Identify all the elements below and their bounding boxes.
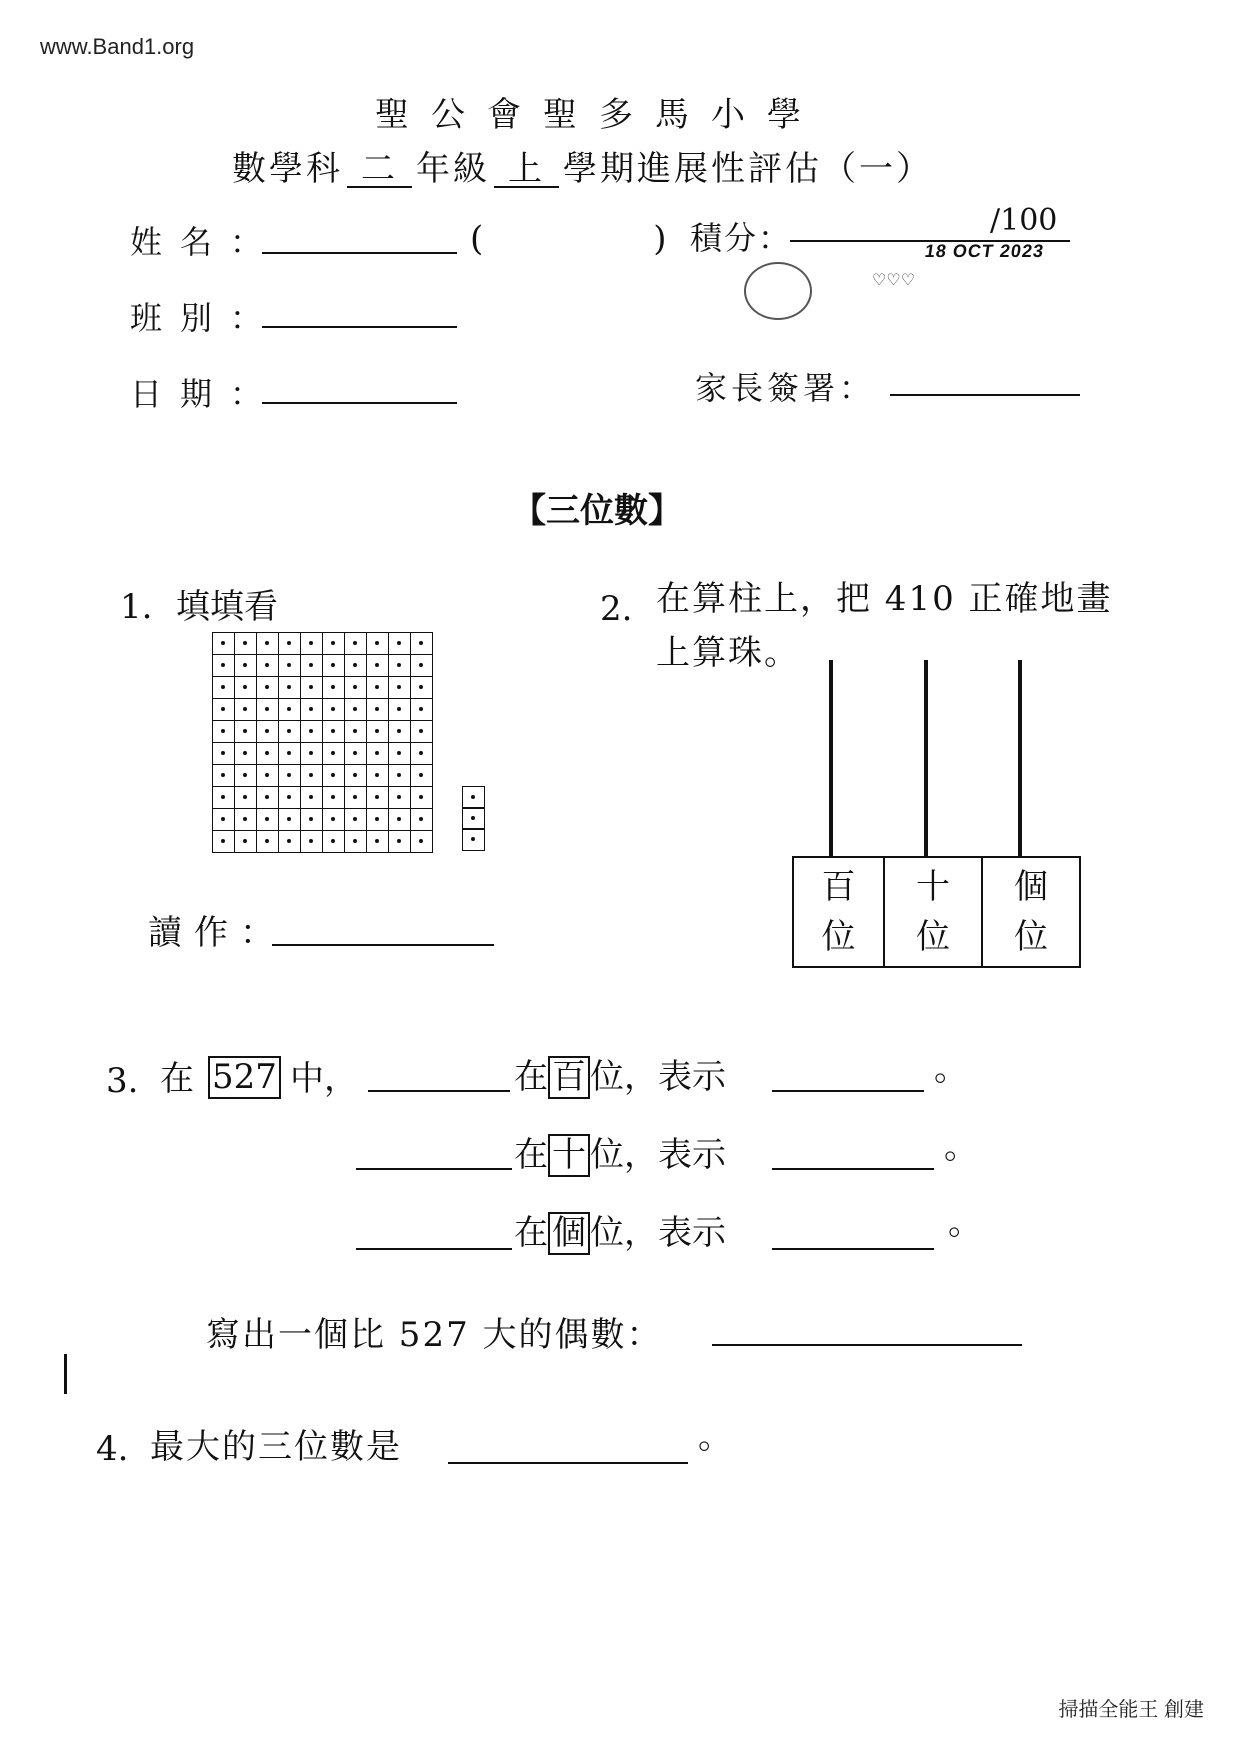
q3-hundreds-digit-line[interactable] — [368, 1090, 510, 1092]
at-hundreds: 在 — [514, 1057, 548, 1097]
hundred-block-cell — [410, 764, 433, 787]
hundred-block-cell — [344, 742, 367, 765]
q3-even-number-text: 寫出一個比 527 大的偶數： — [206, 1315, 663, 1355]
hundred-block-cell — [256, 654, 279, 677]
hundred-block-cell — [388, 786, 411, 809]
hundred-block-cell — [212, 808, 235, 831]
hundred-block-cell — [366, 698, 389, 721]
hundred-block-cell — [410, 698, 433, 721]
school-name: 聖公會聖多馬小學 — [375, 95, 823, 135]
q1-text: 填填看 — [176, 587, 278, 627]
q2-number: 2. — [600, 589, 633, 629]
class-label: 班別： — [130, 299, 281, 337]
abacus-column-hundreds — [792, 856, 885, 968]
footer-credit: 掃描全能王 創建 — [1058, 1699, 1204, 1721]
hundred-block-cell — [410, 676, 433, 699]
hundred-block-cell — [300, 654, 323, 677]
assessment-name: 學期進展性評估（一） — [563, 149, 933, 189]
score-label: 積分： — [690, 219, 793, 257]
margin-mark — [64, 1354, 67, 1394]
hundred-block-cell — [388, 764, 411, 787]
teacher-stamp-icon — [744, 262, 812, 320]
q2-text-line2: 上算珠。 — [656, 633, 800, 673]
hundred-block-cell — [366, 742, 389, 765]
boxed-527: 527 — [208, 1056, 281, 1099]
hundred-block-cell — [322, 830, 345, 853]
hundred-block-cell — [234, 742, 257, 765]
q3-period-3: 。 — [948, 1203, 982, 1243]
hundred-block-cell — [388, 742, 411, 765]
hundred-block-cell — [322, 632, 345, 655]
parent-signature-label: 家長簽署： — [695, 369, 876, 407]
q4-answer-line[interactable] — [448, 1462, 688, 1464]
name-line[interactable] — [262, 252, 457, 254]
hundred-block-cell — [234, 632, 257, 655]
hundred-block-cell — [300, 830, 323, 853]
hundred-block-cell — [278, 698, 301, 721]
q3-tens-value-line[interactable] — [772, 1168, 934, 1170]
q4-period: 。 — [698, 1417, 732, 1457]
boxed-tens: 十 — [548, 1134, 590, 1177]
hundred-block-cell — [234, 720, 257, 743]
hundred-block-cell — [278, 808, 301, 831]
hundred-block-cell — [278, 632, 301, 655]
q3-prefix: 在 — [160, 1059, 194, 1099]
hundred-block-cell — [366, 830, 389, 853]
abacus-column-ones — [981, 856, 1081, 968]
grade: 二 — [347, 152, 412, 188]
abacus-rod-tens[interactable] — [924, 660, 928, 858]
class-number-paren: ( ) — [470, 219, 701, 259]
hundred-block-cell — [366, 808, 389, 831]
q3-hundreds-row — [514, 1056, 726, 1099]
hundreds-label-bottom: 位 — [821, 917, 856, 957]
q4-text: 最大的三位數是 — [150, 1427, 402, 1467]
q3-tens-row — [514, 1134, 726, 1177]
hundred-block-grid — [212, 632, 432, 850]
unit-cube — [462, 828, 485, 851]
hundred-block-cell — [234, 808, 257, 831]
hundred-block-cell — [366, 786, 389, 809]
website-url: www.Band1.org — [40, 34, 195, 59]
hundred-block-cell — [234, 764, 257, 787]
hundred-block-cell — [300, 786, 323, 809]
hundred-block-cell — [234, 698, 257, 721]
hundred-block-cell — [410, 654, 433, 677]
hundred-block-cell — [322, 742, 345, 765]
term: 上 — [494, 152, 559, 188]
hundred-block-cell — [388, 830, 411, 853]
hundred-block-cell — [300, 808, 323, 831]
grade-suffix: 年級 — [416, 149, 490, 189]
hundred-block-cell — [322, 698, 345, 721]
abacus-rod-ones[interactable] — [1018, 660, 1022, 858]
hundred-block-cell — [212, 830, 235, 853]
hundred-block-cell — [278, 830, 301, 853]
abacus-column-tens — [883, 856, 983, 968]
hundred-block-cell — [366, 720, 389, 743]
hundred-block-cell — [344, 720, 367, 743]
unit-cube — [462, 786, 485, 809]
unit-cube — [462, 807, 485, 830]
hundred-block-cell — [278, 742, 301, 765]
hundred-block-cell — [234, 786, 257, 809]
assessment-title — [232, 149, 933, 189]
class-line[interactable] — [262, 326, 457, 328]
hundred-block-cell — [278, 720, 301, 743]
boxed-hundreds: 百 — [548, 1056, 590, 1099]
q3-number-boxed — [208, 1056, 281, 1099]
hundred-block-cell — [344, 676, 367, 699]
hundred-block-cell — [344, 786, 367, 809]
hundred-block-cell — [410, 808, 433, 831]
q3-even-number-line[interactable] — [712, 1344, 1022, 1346]
hundred-block-cell — [322, 654, 345, 677]
hundred-block-cell — [256, 720, 279, 743]
hundred-block-cell — [212, 676, 235, 699]
hundred-block-cell — [410, 786, 433, 809]
hundred-block-cell — [300, 698, 323, 721]
q3-period-2: 。 — [944, 1127, 978, 1167]
date-label: 日期： — [130, 375, 281, 413]
hundred-block-cell — [256, 764, 279, 787]
hundred-block-cell — [300, 632, 323, 655]
hundreds-label-top: 百 — [821, 867, 856, 907]
ones-suffix: 位，表示 — [590, 1213, 726, 1253]
hundred-block-cell — [256, 632, 279, 655]
hundred-block-cell — [278, 786, 301, 809]
tens-suffix: 位，表示 — [590, 1135, 726, 1175]
parent-signature-line[interactable] — [890, 394, 1080, 396]
q3-tens-digit-line[interactable] — [356, 1168, 512, 1170]
hearts-mark: ♡♡♡ — [872, 270, 916, 289]
hundred-block-cell — [212, 720, 235, 743]
hundred-block-cell — [410, 720, 433, 743]
hundred-block-cell — [212, 698, 235, 721]
hundred-block-cell — [366, 764, 389, 787]
hundreds-suffix: 位，表示 — [590, 1057, 726, 1097]
hundred-block-cell — [344, 808, 367, 831]
hundred-block-cell — [278, 764, 301, 787]
hundred-block-cell — [410, 632, 433, 655]
score-total: /100 — [990, 203, 1058, 238]
hundred-block-cell — [256, 676, 279, 699]
boxed-ones: 個 — [548, 1212, 590, 1255]
hundred-block-cell — [300, 676, 323, 699]
hundred-block-cell — [234, 654, 257, 677]
hundred-block-cell — [256, 830, 279, 853]
hundred-block-cell — [388, 632, 411, 655]
hundred-block-cell — [344, 764, 367, 787]
hundred-block-cell — [344, 830, 367, 853]
hundred-block-cell — [256, 742, 279, 765]
hundred-block-cell — [212, 742, 235, 765]
hundred-block-cell — [278, 654, 301, 677]
hundred-block-cell — [344, 654, 367, 677]
hundred-block-cell — [256, 808, 279, 831]
read-answer-line[interactable] — [272, 944, 494, 946]
hundred-block-cell — [234, 830, 257, 853]
hundred-block-cell — [366, 676, 389, 699]
subject: 數學科 — [232, 149, 343, 189]
hundred-block-cell — [234, 676, 257, 699]
name-label: 姓名： — [130, 223, 281, 261]
hundred-block-cell — [212, 654, 235, 677]
hundred-block-cell — [322, 720, 345, 743]
date-stamp: 18 OCT 2023 — [923, 241, 1046, 261]
hundred-block-cell — [300, 720, 323, 743]
hundred-block-cell — [322, 764, 345, 787]
q3-hundreds-value-line[interactable] — [772, 1090, 924, 1092]
ones-label-top: 個 — [1014, 867, 1048, 907]
hundred-block-cell — [256, 786, 279, 809]
hundred-block-cell — [322, 808, 345, 831]
hundred-block-cell — [388, 676, 411, 699]
hundred-block-cell — [366, 632, 389, 655]
hundred-block-cell — [256, 698, 279, 721]
hundred-block-cell — [212, 786, 235, 809]
q3-mid: 中， — [290, 1059, 358, 1099]
section-title: 【三位數】 — [512, 491, 682, 531]
read-label: 讀作： — [148, 913, 286, 953]
hundred-block-cell — [278, 676, 301, 699]
tens-label-bottom: 位 — [916, 917, 950, 957]
hundred-block-cell — [212, 764, 235, 787]
q3-ones-digit-line[interactable] — [356, 1248, 512, 1250]
q3-period-1: 。 — [934, 1049, 968, 1089]
hundred-block-cell — [410, 742, 433, 765]
hundred-block-cell — [344, 698, 367, 721]
hundred-block-cell — [410, 830, 433, 853]
at-ones: 在 — [514, 1213, 548, 1253]
hundred-block-cell — [300, 742, 323, 765]
q4-number: 4. — [96, 1429, 129, 1469]
q3-number: 3. — [106, 1061, 139, 1101]
hundred-block-cell — [322, 676, 345, 699]
tens-label-top: 十 — [916, 867, 950, 907]
q2-text-line1: 在算柱上，把 410 正確地畫 — [656, 579, 1113, 619]
date-line[interactable] — [262, 402, 457, 404]
hundred-block-cell — [300, 764, 323, 787]
ones-label-bottom: 位 — [1014, 917, 1048, 957]
hundred-block-cell — [344, 632, 367, 655]
q3-ones-value-line[interactable] — [772, 1248, 934, 1250]
hundred-block-cell — [388, 654, 411, 677]
hundred-block-cell — [388, 698, 411, 721]
hundred-block-cell — [388, 808, 411, 831]
q3-ones-row — [514, 1212, 726, 1255]
hundred-block-cell — [366, 654, 389, 677]
q1-number: 1. — [120, 587, 153, 627]
at-tens: 在 — [514, 1135, 548, 1175]
hundred-block-cell — [388, 720, 411, 743]
hundred-block-cell — [212, 632, 235, 655]
hundred-block-cell — [322, 786, 345, 809]
unit-cubes — [462, 786, 484, 850]
abacus-rod-hundreds[interactable] — [829, 660, 833, 858]
